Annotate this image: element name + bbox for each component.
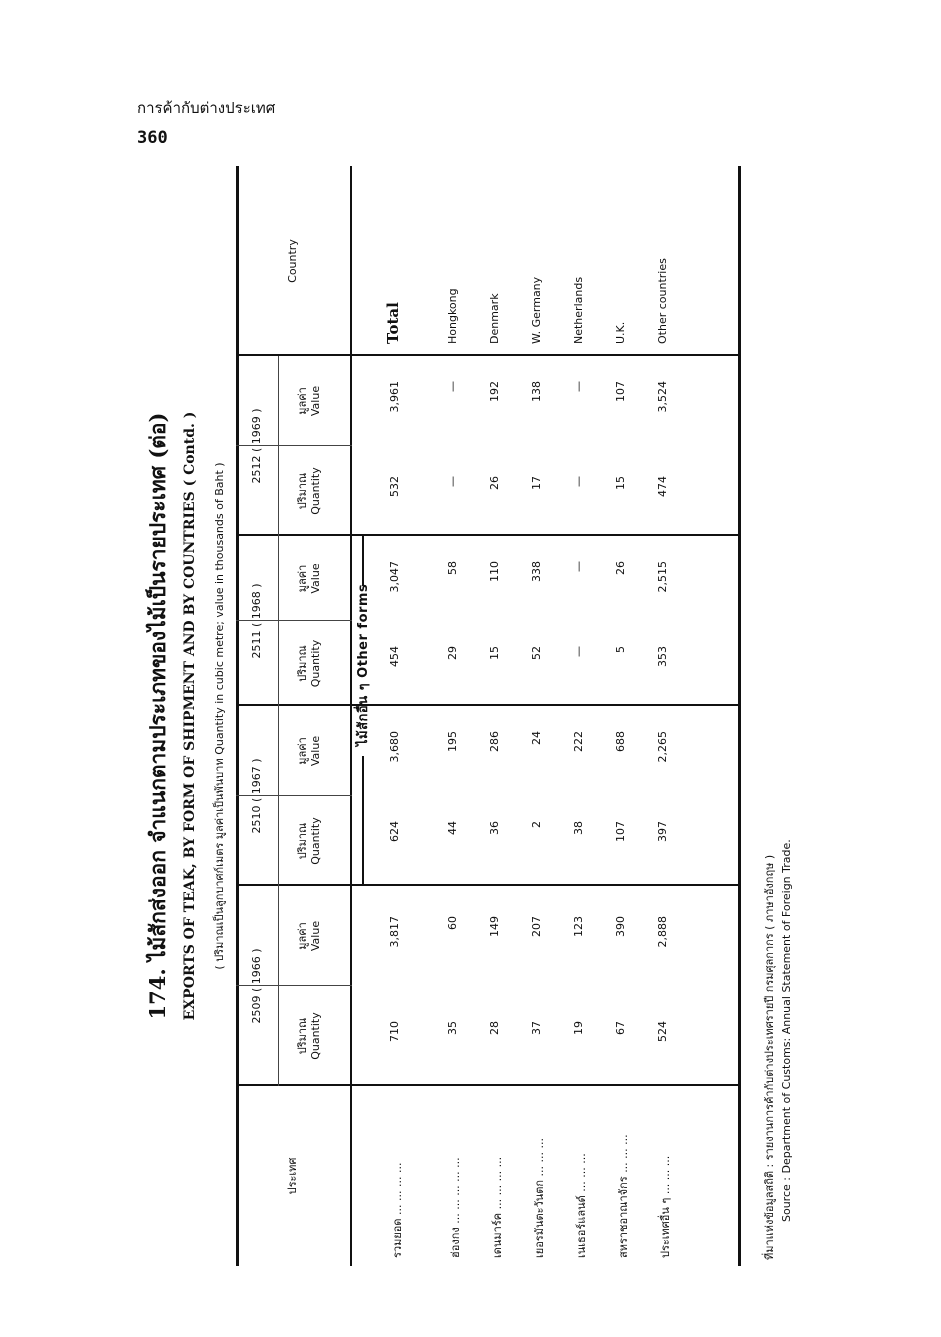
row-country-thai: เดนมาร์ค ... ... ... ...	[491, 1156, 504, 1258]
section-band-rule	[362, 756, 364, 886]
year-header: 2510 ( 1967 )	[250, 758, 263, 834]
row-value-cell: 192	[488, 381, 501, 402]
year-header: 2509 ( 1966 )	[250, 948, 263, 1024]
row-value-cell: 19	[572, 1021, 585, 1035]
row-value-cell: 36	[488, 821, 501, 835]
row-value-cell: 26	[488, 476, 501, 490]
row-country-english: Hongkong	[446, 288, 459, 344]
row-value-cell: 2,515	[656, 561, 669, 593]
row-value-cell: 60	[446, 916, 459, 930]
subheader-value	[296, 886, 322, 986]
row-value-cell: —	[446, 381, 459, 392]
row-value-cell: 107	[614, 821, 627, 842]
row-value-cell: 624	[388, 821, 401, 842]
row-value-cell: —	[572, 381, 585, 392]
table-bottom-rule	[738, 166, 741, 1266]
row-value-cell: 710	[388, 1021, 401, 1042]
row-value-cell: 17	[530, 476, 543, 490]
row-value-cell: —	[446, 476, 459, 487]
row-value-cell: 474	[656, 476, 669, 497]
subheader-quantity	[296, 796, 322, 886]
row-value-cell: —	[572, 646, 585, 657]
page-number: 360	[137, 128, 168, 148]
subheader-quantity	[296, 446, 322, 536]
row-country-english: Netherlands	[572, 276, 585, 344]
row-value-cell: 15	[488, 646, 501, 660]
row-value-cell: 28	[488, 1021, 501, 1035]
page-header-title: การค้ากับต่างประเทศ	[137, 99, 276, 117]
row-value-cell: 222	[572, 731, 585, 752]
row-country-english: Denmark	[488, 293, 501, 344]
row-value-cell: 107	[614, 381, 627, 402]
row-value-cell: 15	[614, 476, 627, 490]
table-unit-note: ( ปริมาณเป็นลูกบาศก์เมตร มูลค่าเป็นพันบาท Quantity in cubic metre; value in thousands of Baht )	[213, 462, 226, 970]
row-value-cell: 688	[614, 731, 627, 752]
row-value-cell: 67	[614, 1021, 627, 1035]
subheader-value	[296, 356, 322, 446]
row-country-thai: รวมยอด ... ... ... ...	[391, 1162, 404, 1258]
subheader-quantity	[296, 621, 322, 706]
row-value-cell: 2,265	[656, 731, 669, 763]
rotated-table-sheet	[140, 166, 800, 1266]
row-value-cell: 353	[656, 646, 669, 667]
source-note-english: Source : Department of Customs: Annual Statement of Foreign Trade.	[780, 839, 793, 1222]
quantity-label-english: Quantity	[309, 639, 322, 688]
row-country-thai: เยอรมันตะวันตก ... ... ...	[533, 1137, 546, 1258]
row-value-cell: 3,047	[388, 561, 401, 593]
year-header: 2511 ( 1968 )	[250, 583, 263, 659]
row-value-cell: —	[572, 476, 585, 487]
value-label-thai: มูลค่า	[296, 922, 309, 950]
row-country-english: U.K.	[614, 321, 627, 344]
quantity-label-english: Quantity	[309, 1012, 322, 1060]
row-value-cell: 338	[530, 561, 543, 582]
row-value-cell: 29	[446, 646, 459, 660]
value-label-thai: มูลค่า	[296, 564, 309, 593]
section-label-other-forms: ไม้สักอื่น ๆ Other forms	[356, 583, 371, 746]
row-value-cell: 207	[530, 916, 543, 937]
quantity-label-english: Quantity	[309, 817, 322, 865]
row-value-cell: 286	[488, 731, 501, 752]
value-label-english: Value	[309, 920, 322, 952]
row-value-cell: 390	[614, 916, 627, 937]
row-country-thai: ประเทศอื่น ๆ ... ... ...	[659, 1155, 672, 1258]
country-header-thai: ประเทศ	[286, 1157, 299, 1195]
row-value-cell: 123	[572, 916, 585, 937]
row-value-cell: 38	[572, 821, 585, 835]
row-value-cell: —	[572, 561, 585, 572]
row-country-thai: เนเธอร์แลนด์ ... ... ...	[575, 1153, 588, 1258]
table-title-thai: 174. ไม้สักส่งออก จำแนกตามประเภทของไม้เป็นรายประเทศ (ต่อ)	[145, 412, 170, 1020]
row-value-cell: 44	[446, 821, 459, 835]
row-value-cell: 454	[388, 646, 401, 667]
row-value-cell: 195	[446, 731, 459, 752]
row-value-cell: 3,817	[388, 916, 401, 948]
row-value-cell: 26	[614, 561, 627, 575]
row-country-thai: สหราชอาณาจักร ... ... ...	[617, 1134, 630, 1258]
row-value-cell: 35	[446, 1021, 459, 1035]
quantity-label-thai: ปริมาณ	[296, 1017, 309, 1055]
row-country-thai: ฮ่องกง ... ... ... ... ...	[449, 1157, 462, 1258]
year-header: 2512 ( 1969 )	[250, 408, 263, 484]
row-value-cell: 37	[530, 1021, 543, 1035]
row-value-cell: 532	[388, 476, 401, 497]
subheader-quantity	[296, 986, 322, 1086]
row-country-english: Total	[384, 302, 402, 344]
quantity-label-thai: ปริมาณ	[296, 822, 309, 860]
row-country-english: Other countries	[656, 258, 669, 344]
row-value-cell: 3,961	[388, 381, 401, 413]
row-country-english: W. Germany	[530, 276, 543, 344]
section-band-rule	[362, 536, 364, 586]
row-value-cell: 52	[530, 646, 543, 660]
row-value-cell: 3,524	[656, 381, 669, 413]
value-label-thai: มูลค่า	[296, 737, 309, 765]
row-value-cell: 397	[656, 821, 669, 842]
row-value-cell: 5	[614, 646, 627, 653]
row-value-cell: 110	[488, 561, 501, 582]
row-value-cell: 524	[656, 1021, 669, 1042]
subheader-value	[296, 536, 322, 621]
table-title-english: EXPORTS OF TEAK, BY FORM OF SHIPMENT AND BY COUNTRIES ( Contd. )	[182, 411, 198, 1021]
row-value-cell: 138	[530, 381, 543, 402]
row-value-cell: 24	[530, 731, 543, 745]
row-value-cell: 3,680	[388, 731, 401, 763]
exports-table	[236, 166, 742, 1266]
value-label-english: Value	[309, 563, 322, 594]
year-underline-rule	[278, 356, 279, 1086]
row-value-cell: 2,888	[656, 916, 669, 948]
country-header-english: Country	[286, 239, 299, 283]
source-note-thai: ที่มาแห่งข้อมูลสถิติ : รายงานการค้ากับต่างประเทศรายปี กรมศุลกากร ( ภาษาอังกฤษ )	[763, 854, 776, 1260]
quantity-label-english: Quantity	[309, 467, 322, 515]
quantity-label-thai: ปริมาณ	[296, 472, 309, 510]
subheader-value	[296, 706, 322, 796]
row-value-cell: 149	[488, 916, 501, 937]
quantity-label-thai: ปริมาณ	[296, 645, 309, 682]
table-top-rule	[236, 166, 239, 1266]
row-value-cell: 2	[530, 821, 543, 828]
value-label-english: Value	[309, 385, 322, 417]
row-value-cell: 58	[446, 561, 459, 575]
value-label-thai: มูลค่า	[296, 387, 309, 415]
value-label-english: Value	[309, 735, 322, 767]
